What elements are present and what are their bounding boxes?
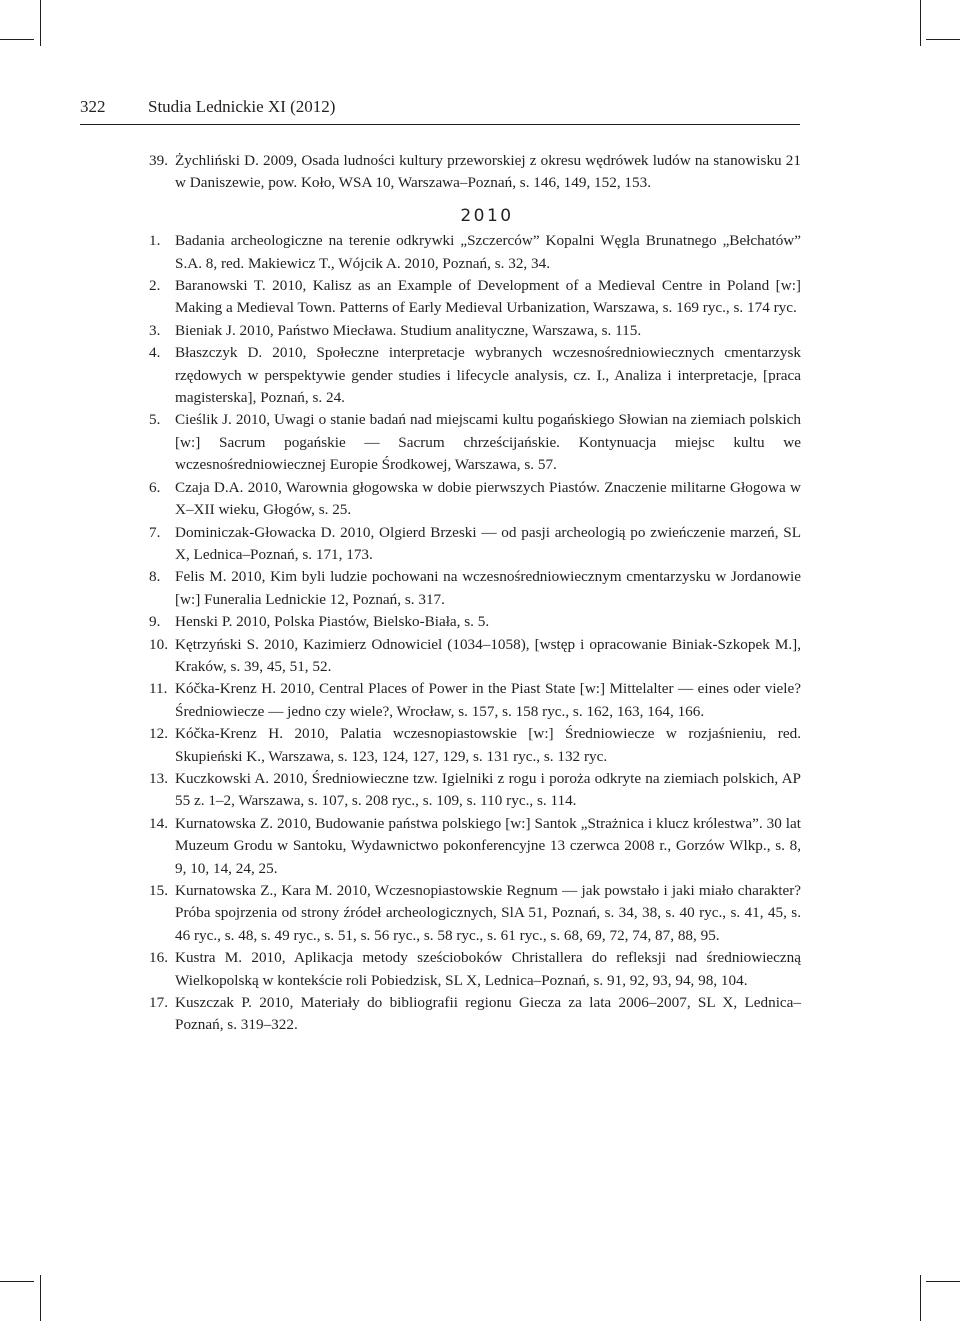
year-heading: 2010 bbox=[460, 205, 514, 226]
bibliography-entry bbox=[149, 992, 801, 1037]
entry-number: 2. bbox=[149, 277, 161, 295]
crop-mark bbox=[926, 1281, 960, 1282]
crop-mark bbox=[0, 1281, 34, 1282]
entry-text: Badania archeologiczne na terenie odkrywki „Szczerców” Kopalni Węgla Brunatnego „Bełchatów” S.A. 8, red. Makiewicz T., Wójcik A. 2010, Poznań, s. 32, 34. bbox=[175, 232, 801, 272]
entry-text: Kóčka-Krenz H. 2010, Palatia wczesnopiastowskie [w:] Średniowiecze w rozjaśnieniu, red. Skupieński K., Warszawa, s. 123, 124, 127, 129, s. 131 ryc., s. 132 ryc. bbox=[175, 725, 801, 765]
entry-text: Kustra M. 2010, Aplikacja metody sześcioboków Christallera do refleksji nad średniowieczną Wielkopolską w kontekście roli Pobiedzisk, SL X, Lednica–Poznań, s. 91, 92, 93, 94, 98, 104. bbox=[175, 949, 801, 989]
entry-text: Kętrzyński S. 2010, Kazimierz Odnowiciel (1034–1058), [wstęp i opracowanie Biniak-Szkopek M.], Kraków, s. 39, 45, 51, 52. bbox=[175, 635, 801, 675]
entry-number: 17. bbox=[149, 994, 168, 1012]
entry-number: 7. bbox=[149, 523, 161, 541]
entry-text: Żychliński D. 2009, Osada ludności kultury przeworskiej z okresu wędrówek ludów na stanowisku 21 w Daniszewie, pow. Koło, WSA 10, Warszawa–Poznań, s. 146, 149, 152, 153. bbox=[175, 152, 801, 192]
entry-text: Kurnatowska Z. 2010, Budowanie państwa polskiego [w:] Santok „Strażnica i klucz królestwa”. 30 lat Muzeum Grodu w Santoku, Wydawnictwo pokonferencyjne 13 czerwca 2008 r., Gorzów Wlkp., s. 8, 9, 10, 14, 24, 25. bbox=[175, 814, 801, 877]
entry-text: Cieślik J. 2010, Uwagi o stanie badań nad miejscami kultu pogańskiego Słowian na ziemiach polskich [w:] Sacrum pogańskie — Sacrum chrześcijańskie. Kontynuacja miejsc kultu we wczesnośredniowiecznej Europie Środkowej, Warszawa, s. 57. bbox=[175, 411, 801, 474]
bibliography-entry bbox=[149, 678, 801, 723]
entry-text: Bieniak J. 2010, Państwo Miecława. Studium analityczne, Warszawa, s. 115. bbox=[175, 321, 642, 339]
journal-title: Studia Lednickie XI (2012) bbox=[148, 97, 336, 116]
crop-mark bbox=[40, 0, 41, 46]
crop-mark bbox=[920, 0, 921, 46]
entry-text: Dominiczak-Głowacka D. 2010, Olgierd Brzeski — od pasji archeologią po zwieńczenie marzeń, SL X, Lednica–Poznań, s. 171, 173. bbox=[175, 523, 801, 563]
bibliography-entry bbox=[149, 947, 801, 992]
entry-number: 16. bbox=[149, 949, 168, 967]
entry-number: 3. bbox=[149, 321, 161, 339]
bibliography-entry bbox=[149, 768, 801, 813]
crop-mark bbox=[40, 1275, 41, 1321]
bibliography-entry bbox=[149, 230, 801, 275]
bibliography-entry bbox=[149, 880, 801, 947]
bibliography-entry bbox=[149, 477, 801, 522]
entry-text: Kóčka-Krenz H. 2010, Central Places of Power in the Piast State [w:] Mittelalter — eines oder viele? Średniowiecze — jedno czy wiele?, Wrocław, s. 157, s. 158 ryc., s. 162, 163, 164, 166. bbox=[175, 680, 801, 720]
entry-number: 13. bbox=[149, 769, 168, 787]
bibliography-entry bbox=[149, 275, 801, 320]
entry-number: 8. bbox=[149, 568, 161, 586]
entry-text: Kuczkowski A. 2010, Średniowieczne tzw. Igielniki z rogu i poroża odkryte na ziemiach polskich, AP 55 z. 1–2, Warszawa, s. 107, s. 208 ryc., s. 109, s. 110 ryc., s. 114. bbox=[175, 769, 801, 810]
entry-number: 10. bbox=[149, 635, 168, 653]
entry-text: Baranowski T. 2010, Kalisz as an Example of Development of a Medieval Centre in Poland [w:] Making a Medieval Town. Patterns of Early Medieval Urbanization, Warszawa, s. 169 ryc., s. 174 ryc. bbox=[175, 277, 801, 317]
entry-list bbox=[149, 230, 801, 1037]
bibliography-entry bbox=[149, 409, 801, 476]
entry-number: 15. bbox=[149, 882, 168, 899]
entry-number: 39. bbox=[149, 152, 168, 169]
entry-text: Felis M. 2010, Kim byli ludzie pochowani na wczesnośredniowiecznym cmentarzysku w Jordanowie [w:] Funeralia Lednickie 12, Poznań, s. 317. bbox=[175, 568, 801, 608]
entry-text: Henski P. 2010, Polska Piastów, Bielsko-Biała, s. 5. bbox=[175, 613, 490, 631]
entry-number: 9. bbox=[149, 613, 161, 631]
entry-text: Błaszczyk D. 2010, Społeczne interpretacje wybranych wczesnośredniowiecznych cmentarzysk rzędowych w perspektywie gender studies i lifecycle analysis, cz. I., Analiza i interpretacje, [praca magisterska], Poznań, s. 24. bbox=[175, 344, 801, 407]
entry-text: Kurnatowska Z., Kara M. 2010, Wczesnopiastowskie Regnum — jak powstało i jaki miało charakter? Próba spojrzenia od strony źródeł archeologicznych, SlA 51, Poznań, s. 34, 38, s. 40 ryc., s. 41, 45, s. 46 ryc., s. 48, s. 49 ryc., s. 51, s. 56 ryc., s. 58 ryc., s. 61 ryc., s. 68, 69, 72, 74, 87, 88, 95. bbox=[175, 882, 801, 944]
bibliography-entry bbox=[149, 634, 801, 679]
header-rule bbox=[80, 124, 800, 125]
entry-number: 4. bbox=[149, 344, 161, 362]
entry-text: Czaja D.A. 2010, Warownia głogowska w dobie pierwszych Piastów. Znaczenie militarne Głogowa w X–XII wieku, Głogów, s. 25. bbox=[175, 478, 801, 519]
crop-mark bbox=[0, 39, 34, 40]
entry-number: 11. bbox=[149, 680, 168, 698]
bibliography-entry bbox=[149, 813, 801, 880]
crop-mark bbox=[920, 1275, 921, 1321]
bibliography-entry bbox=[149, 611, 801, 633]
entry-number: 5. bbox=[149, 411, 161, 429]
bibliography-entry bbox=[149, 522, 801, 567]
entry-number: 6. bbox=[149, 478, 161, 496]
bibliography-entry bbox=[149, 320, 801, 342]
entry-number: 1. bbox=[149, 232, 161, 250]
bibliography bbox=[149, 150, 801, 1037]
bibliography-entry bbox=[149, 723, 801, 768]
bibliography-entry bbox=[149, 342, 801, 409]
page-number: 322 bbox=[80, 97, 106, 116]
entry-text: Kuszczak P. 2010, Materiały do bibliografii regionu Giecza za lata 2006–2007, SL X, Lednica–Poznań, s. 319–322. bbox=[175, 994, 801, 1034]
bibliography-entry bbox=[149, 566, 801, 611]
entry-number: 12. bbox=[149, 725, 168, 743]
bibliography-entry bbox=[149, 150, 801, 195]
running-head bbox=[80, 97, 335, 117]
entry-number: 14. bbox=[149, 814, 168, 832]
crop-mark bbox=[926, 39, 960, 40]
